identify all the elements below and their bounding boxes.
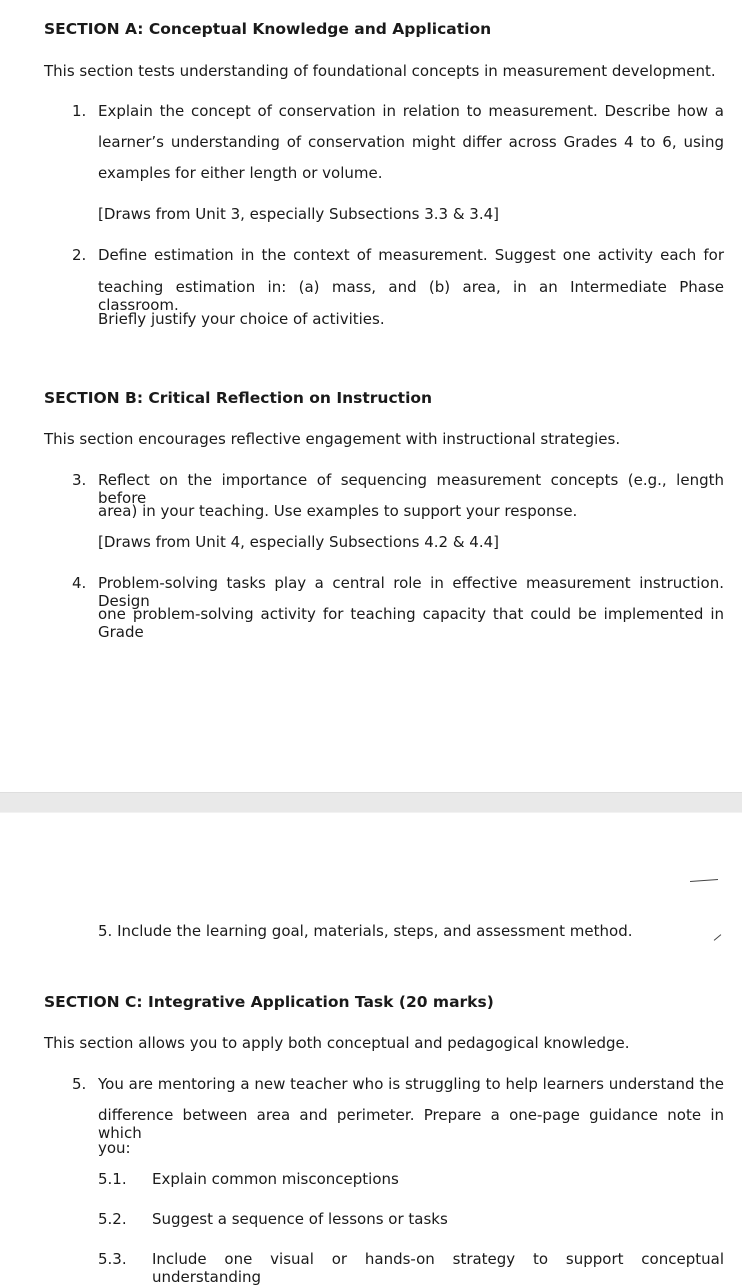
- section-a-heading: SECTION A: Conceptual Knowledge and Application: [44, 20, 492, 38]
- question-3-line-1: Reflect on the importance of sequencing measurement concepts (e.g., length before: [98, 471, 724, 507]
- subitem-text: Explain common misconceptions: [152, 1170, 399, 1188]
- section-c-heading: SECTION C: Integrative Application Task (20 marks): [44, 993, 494, 1011]
- subitem-number: 5.2.: [98, 1210, 127, 1228]
- question-5-line-2: difference between area and perimeter. Prepare a one-page guidance note in which: [98, 1106, 724, 1142]
- question-1-number: 1.: [72, 102, 87, 120]
- continuation-line: 5. Include the learning goal, materials, steps, and assessment method.: [98, 922, 633, 940]
- question-1-line-3: examples for either length or volume.: [98, 164, 383, 182]
- section-b-heading: SECTION B: Critical Reflection on Instruction: [44, 389, 433, 407]
- section-a-intro: This section tests understanding of foundational concepts in measurement development.: [44, 62, 716, 80]
- question-5-line-1: You are mentoring a new teacher who is struggling to help learners understand the: [98, 1075, 724, 1093]
- question-1-line-2: learner’s understanding of conservation might differ across Grades 4 to 6, using: [98, 133, 724, 151]
- page-break-divider: [0, 792, 742, 813]
- subitem-text: Include one visual or hands-on strategy to support conceptual understanding: [152, 1250, 724, 1286]
- question-2-line-1: Define estimation in the context of measurement. Suggest one activity each for: [98, 246, 724, 264]
- question-2-line-2: teaching estimation in: (a) mass, and (b) area, in an Intermediate Phase classroom.: [98, 278, 724, 314]
- question-2-line-3: Briefly justify your choice of activities.: [98, 310, 385, 328]
- subitem-text: Suggest a sequence of lessons or tasks: [152, 1210, 448, 1228]
- subitem-number: 5.3.: [98, 1250, 127, 1268]
- section-b-intro: This section encourages reflective engagement with instructional strategies.: [44, 430, 621, 448]
- question-2-number: 2.: [72, 246, 87, 264]
- scan-mark: [690, 879, 718, 882]
- question-4-line-2: one problem-solving activity for teaching capacity that could be implemented in Grade: [98, 605, 724, 641]
- subitem-number: 5.1.: [98, 1170, 127, 1188]
- scan-mark: [714, 934, 722, 941]
- question-3-number: 3.: [72, 471, 87, 489]
- question-4-line-1: Problem-solving tasks play a central role in effective measurement instruction. Design: [98, 574, 724, 610]
- question-1-line-1: Explain the concept of conservation in relation to measurement. Describe how a: [98, 102, 724, 120]
- question-1-reference: [Draws from Unit 3, especially Subsections 3.3 & 3.4]: [98, 205, 500, 223]
- question-3-reference: [Draws from Unit 4, especially Subsections 4.2 & 4.4]: [98, 533, 500, 551]
- question-4-number: 4.: [72, 574, 87, 592]
- question-5-number: 5.: [72, 1075, 87, 1093]
- question-3-line-2: area) in your teaching. Use examples to support your response.: [98, 502, 578, 520]
- question-5-line-3: you:: [98, 1139, 131, 1157]
- section-c-intro: This section allows you to apply both conceptual and pedagogical knowledge.: [44, 1034, 630, 1052]
